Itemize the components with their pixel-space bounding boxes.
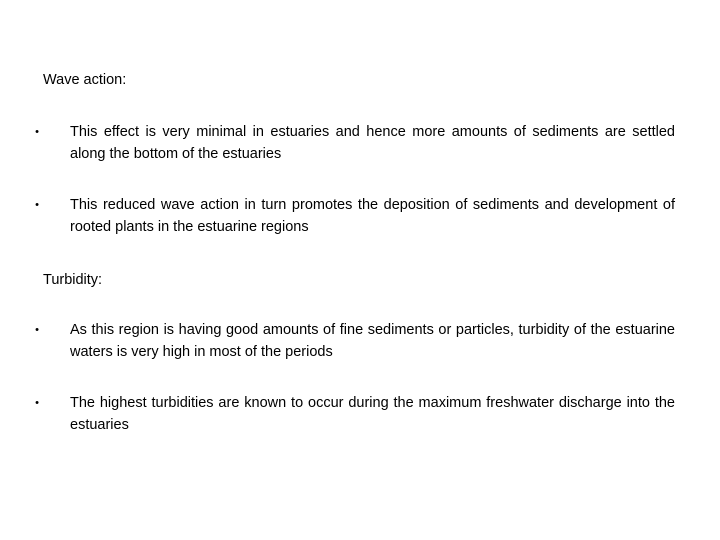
list-item-text: This reduced wave action in turn promotes the deposition of sediments and development of rooted plants in the estuarine regions — [70, 197, 675, 235]
list-item-text: The highest turbidities are known to occur during the maximum freshwater discharge into the estuaries — [70, 395, 675, 433]
list-item — [30, 320, 675, 363]
section-heading-wave-action: Wave action: — [43, 72, 127, 88]
bullet-icon: • — [35, 126, 39, 138]
bullet-icon: • — [35, 397, 39, 409]
section-heading-turbidity: Turbidity: — [43, 272, 103, 288]
list-item — [30, 122, 675, 165]
list-item-text: This effect is very minimal in estuaries and hence more amounts of sediments are settled along the bottom of the estuaries — [70, 124, 675, 162]
list-item — [30, 393, 675, 436]
bullet-icon: • — [35, 324, 39, 336]
list-item-text: As this region is having good amounts of fine sediments or particles, turbidity of the estuarine waters is very high in most of the periods — [70, 322, 675, 360]
bullet-icon: • — [35, 199, 39, 211]
list-item — [30, 195, 675, 238]
